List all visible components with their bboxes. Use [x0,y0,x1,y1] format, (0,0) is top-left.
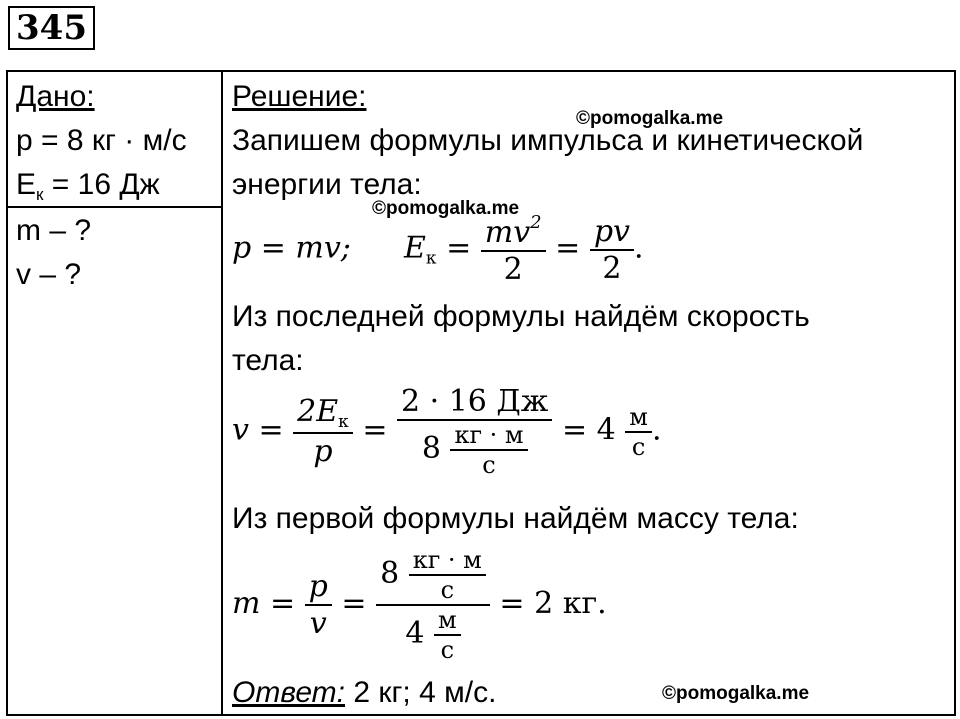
answer: Ответ: 2 кг; 4 м/с. [232,676,497,709]
solution-text-2a: Из последней формулы найдём скорость [232,300,810,333]
solution-text-1a: Запишем формулы импульса и кинетической [232,124,864,157]
watermark: ©pomogalka.me [372,198,520,219]
solution-heading: Решение: [232,80,367,113]
given-heading: Дано: [16,80,95,113]
find-velocity: v – ? [16,258,82,291]
given-energy: $E_к = 16$ Дж [16,168,160,204]
find-mass: m – ? [16,214,92,247]
solution-text-2b: тела: [232,344,304,377]
given-momentum: p = 8 кг · м/с [16,124,187,157]
problem-number: 345 [8,6,95,50]
formula-momentum-energy: p = mv; $E_к$ = $\frac{mv^2}{2}$ = $\frac{pv}{2}$ . [232,212,644,287]
formula-mass: m = $\frac{p}{v}$ = 8 $\frac{кг \cdot м}{с}$ 4 $\frac{м}{с}$ = 2 кг. [232,546,607,664]
watermark: ©pomogalka.me [576,108,724,129]
solution-text-3: Из первой формулы найдём массу тела: [232,502,799,535]
watermark: ©pomogalka.me [662,683,810,704]
solution-text-1b: энергии тела: [232,168,422,201]
column-divider [221,70,223,716]
formula-velocity: v = $\frac{2E_к}{p}$ = 2 · 16 Дж 8 $\frac{кг \cdot м}{с}$ = 4 $\frac{м}{с}$ . [232,384,662,479]
